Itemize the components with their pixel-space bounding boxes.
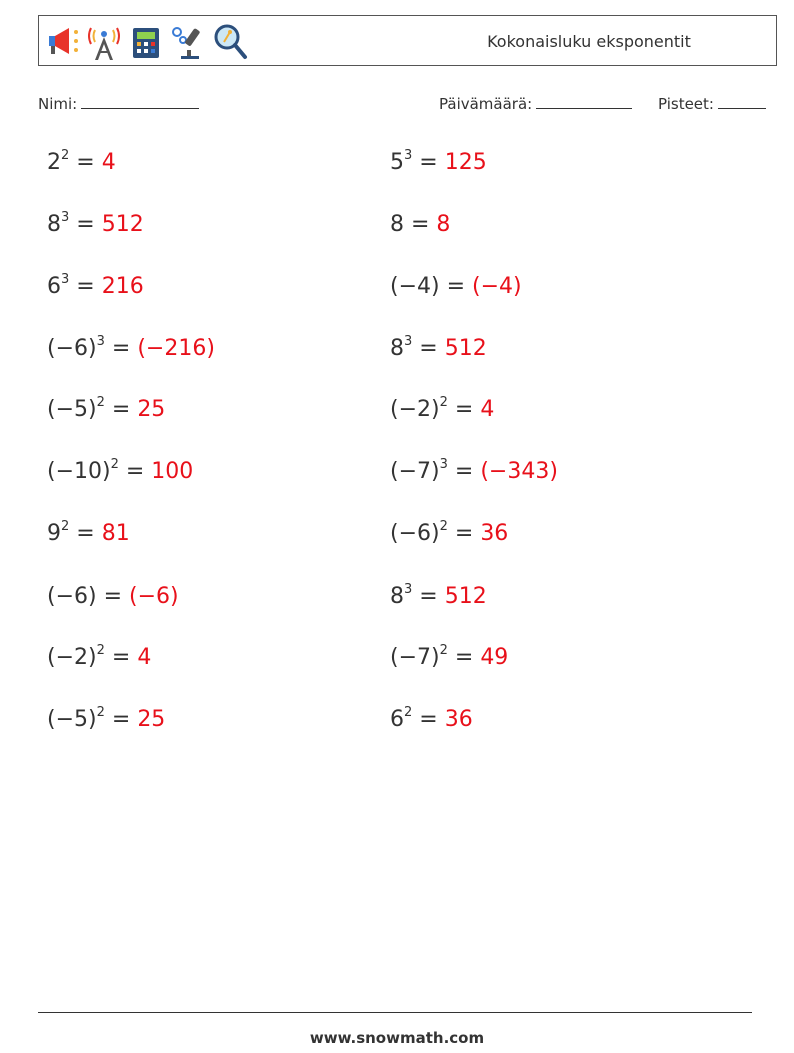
answer: 100 xyxy=(151,459,194,484)
answer: 25 xyxy=(137,707,166,732)
name-field xyxy=(38,94,199,113)
exponent: 3 xyxy=(439,457,448,472)
base: (−6) xyxy=(47,336,97,361)
problem: $(-2)^2 = 4$ xyxy=(47,643,152,670)
score-blank xyxy=(718,94,766,109)
base: 6 xyxy=(47,274,61,299)
name-blank xyxy=(81,94,199,109)
answer: (−4) xyxy=(472,274,522,299)
calculator-icon xyxy=(127,20,165,62)
base: 9 xyxy=(47,521,61,546)
page-title: Kokonaisluku eksponentit xyxy=(487,32,691,51)
problem: $(-5)^2 = 25$ xyxy=(47,395,166,422)
answer: (−216) xyxy=(137,336,215,361)
exponent: 3 xyxy=(404,582,413,597)
answer: 512 xyxy=(101,212,144,237)
date-label: Päivämäärä: xyxy=(439,95,533,113)
problem: $9^2 = 81$ xyxy=(47,519,130,546)
problem: $2^2 = 4$ xyxy=(47,148,116,175)
score-field xyxy=(658,94,766,113)
base: 8 xyxy=(390,584,404,609)
base: (−6) xyxy=(47,584,97,609)
problem: $6^2 = 36$ xyxy=(390,705,473,732)
answer: (−6) xyxy=(129,584,179,609)
base: (−10) xyxy=(47,459,111,484)
problem: $(-6)^2 = 36$ xyxy=(390,519,509,546)
exponent: 3 xyxy=(404,334,413,349)
problem: $(-7)^2 = 49$ xyxy=(390,643,509,670)
exponent: 2 xyxy=(439,519,448,534)
exponent: 2 xyxy=(439,643,448,658)
name-label: Nimi: xyxy=(38,95,78,113)
answer: 125 xyxy=(444,150,487,175)
header-box xyxy=(38,15,777,66)
answer: 36 xyxy=(444,707,473,732)
exponent: 3 xyxy=(61,210,70,225)
problem: $(-10)^2 = 100$ xyxy=(47,457,194,484)
footer-url[interactable]: www.snowmath.com xyxy=(309,1029,485,1047)
problem: $6^3 = 216$ xyxy=(47,272,144,299)
problem: $8^3 = 512$ xyxy=(390,334,487,361)
exponent: 2 xyxy=(439,395,448,410)
problem: $8^3 = 512$ xyxy=(47,210,144,237)
base: 6 xyxy=(390,707,404,732)
problem: $(-5)^2 = 25$ xyxy=(47,705,166,732)
answer: 4 xyxy=(101,150,116,175)
answer: 36 xyxy=(480,521,509,546)
problem: (−6) = (−6) xyxy=(47,584,179,609)
score-label: Pisteet: xyxy=(658,95,714,113)
antenna-tower-icon xyxy=(85,20,123,62)
answer: 49 xyxy=(480,645,509,670)
base: (−2) xyxy=(390,397,440,422)
base: (−6) xyxy=(390,521,440,546)
problem: $(-2)^2 = 4$ xyxy=(390,395,495,422)
header-icons xyxy=(43,20,249,62)
answer: 4 xyxy=(480,397,495,422)
problem: $8^3 = 512$ xyxy=(390,582,487,609)
exponent: 3 xyxy=(404,148,413,163)
problem: (−4) = (−4) xyxy=(390,274,522,299)
microscope-icon xyxy=(169,20,207,62)
exponent: 2 xyxy=(96,643,105,658)
answer: 4 xyxy=(137,645,152,670)
answer: 8 xyxy=(436,212,451,237)
exponent: 3 xyxy=(96,334,105,349)
base: 2 xyxy=(47,150,61,175)
exponent: 2 xyxy=(61,519,70,534)
answer: 25 xyxy=(137,397,166,422)
base: (−5) xyxy=(47,397,97,422)
problem: $(-6)^3 = (-216)$ xyxy=(47,334,215,361)
exponent: 2 xyxy=(110,457,119,472)
megaphone-icon xyxy=(43,20,81,62)
date-blank xyxy=(536,94,632,109)
base: 8 xyxy=(390,212,404,237)
base: 5 xyxy=(390,150,404,175)
base: 8 xyxy=(390,336,404,361)
answer: 512 xyxy=(444,336,487,361)
magnifier-icon xyxy=(211,20,249,62)
answer: 81 xyxy=(101,521,130,546)
base: (−7) xyxy=(390,459,440,484)
date-field xyxy=(439,94,632,113)
base: (−5) xyxy=(47,707,97,732)
problem: $5^3 = 125$ xyxy=(390,148,487,175)
base: 8 xyxy=(47,212,61,237)
answer: 512 xyxy=(444,584,487,609)
answer: (−343) xyxy=(480,459,558,484)
base: (−4) xyxy=(390,274,440,299)
exponent: 2 xyxy=(96,395,105,410)
problem: 8 = 8 xyxy=(390,212,451,237)
problem: $(-7)^3 = (-343)$ xyxy=(390,457,558,484)
base: (−7) xyxy=(390,645,440,670)
exponent: 2 xyxy=(61,148,70,163)
footer-divider xyxy=(38,1012,752,1013)
exponent: 2 xyxy=(96,705,105,720)
base: (−2) xyxy=(47,645,97,670)
answer: 216 xyxy=(101,274,144,299)
exponent: 3 xyxy=(61,272,70,287)
exponent: 2 xyxy=(404,705,413,720)
